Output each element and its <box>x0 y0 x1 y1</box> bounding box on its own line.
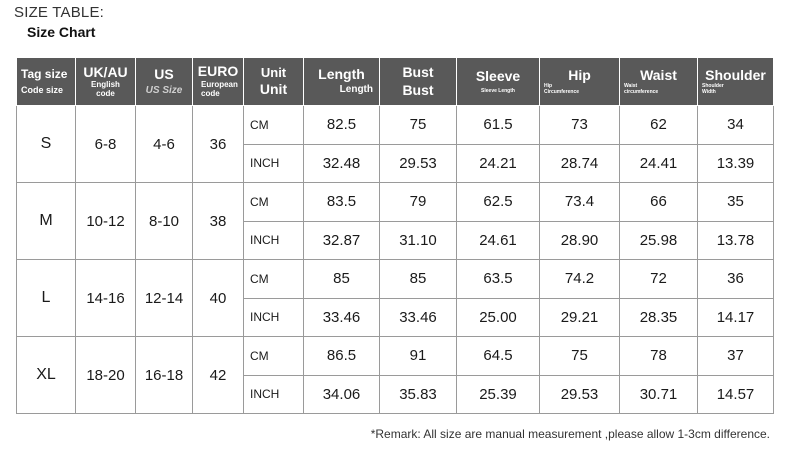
hip-value: 73 <box>540 106 620 145</box>
length-value: 34.06 <box>304 375 380 414</box>
size-table <box>16 57 774 414</box>
shoulder-value: 13.78 <box>698 221 774 260</box>
header-us: US US Size <box>136 58 193 106</box>
header-shoulder: Shoulder Shoulder Width <box>698 58 774 106</box>
bust-value: 75 <box>380 106 457 145</box>
sleeve-value: 25.39 <box>457 375 540 414</box>
shoulder-value: 37 <box>698 337 774 376</box>
unit-cell: CM <box>244 106 304 145</box>
header-waist: Waist Waist circumference <box>620 58 698 106</box>
us-code-cell: 8-10 <box>136 183 193 260</box>
waist-value: 24.41 <box>620 144 698 183</box>
length-value: 33.46 <box>304 298 380 337</box>
header-tag-size: Tag size Code size <box>17 58 76 106</box>
size-cell: M <box>17 183 76 260</box>
header-hip: Hip Hip Circumference <box>540 58 620 106</box>
size-cell: S <box>17 106 76 183</box>
bust-value: 29.53 <box>380 144 457 183</box>
bust-value: 91 <box>380 337 457 376</box>
hip-value: 74.2 <box>540 260 620 299</box>
shoulder-value: 35 <box>698 183 774 222</box>
unit-cell: INCH <box>244 298 304 337</box>
header-bust: Bust Bust <box>380 58 457 106</box>
unit-cell: CM <box>244 337 304 376</box>
length-value: 32.48 <box>304 144 380 183</box>
bust-value: 79 <box>380 183 457 222</box>
sleeve-value: 24.21 <box>457 144 540 183</box>
bust-value: 33.46 <box>380 298 457 337</box>
table-row-l-cm <box>17 260 774 299</box>
uk-code-cell: 18-20 <box>76 337 136 414</box>
sleeve-value: 61.5 <box>457 106 540 145</box>
hip-value: 29.53 <box>540 375 620 414</box>
shoulder-value: 14.57 <box>698 375 774 414</box>
sleeve-value: 64.5 <box>457 337 540 376</box>
shoulder-value: 36 <box>698 260 774 299</box>
header-row <box>17 58 774 106</box>
waist-value: 72 <box>620 260 698 299</box>
unit-cell: INCH <box>244 144 304 183</box>
euro-code-cell: 42 <box>193 337 244 414</box>
shoulder-value: 13.39 <box>698 144 774 183</box>
shoulder-value: 14.17 <box>698 298 774 337</box>
table-row-s-cm <box>17 106 774 145</box>
length-value: 85 <box>304 260 380 299</box>
bust-value: 85 <box>380 260 457 299</box>
header-length: Length Length <box>304 58 380 106</box>
length-value: 82.5 <box>304 106 380 145</box>
waist-value: 78 <box>620 337 698 376</box>
waist-value: 62 <box>620 106 698 145</box>
sleeve-value: 63.5 <box>457 260 540 299</box>
sleeve-value: 25.00 <box>457 298 540 337</box>
shoulder-value: 34 <box>698 106 774 145</box>
header-uk-au: UK/AU English code <box>76 58 136 106</box>
header-euro: EURO European code <box>193 58 244 106</box>
remark-note: *Remark: All size are manual measurement ,please allow 1-3cm difference. <box>370 427 770 441</box>
us-code-cell: 16-18 <box>136 337 193 414</box>
unit-cell: CM <box>244 183 304 222</box>
length-value: 83.5 <box>304 183 380 222</box>
length-value: 32.87 <box>304 221 380 260</box>
bust-value: 31.10 <box>380 221 457 260</box>
size-cell: XL <box>17 337 76 414</box>
page-heading: SIZE TABLE: <box>14 4 105 21</box>
euro-code-cell: 40 <box>193 260 244 337</box>
table-row-m-cm <box>17 183 774 222</box>
unit-cell: INCH <box>244 221 304 260</box>
header-unit: Unit Unit <box>244 58 304 106</box>
us-code-cell: 12-14 <box>136 260 193 337</box>
length-value: 86.5 <box>304 337 380 376</box>
waist-value: 66 <box>620 183 698 222</box>
sleeve-value: 62.5 <box>457 183 540 222</box>
hip-value: 29.21 <box>540 298 620 337</box>
uk-code-cell: 10-12 <box>76 183 136 260</box>
hip-value: 28.90 <box>540 221 620 260</box>
sleeve-value: 24.61 <box>457 221 540 260</box>
unit-cell: CM <box>244 260 304 299</box>
uk-code-cell: 14-16 <box>76 260 136 337</box>
waist-value: 25.98 <box>620 221 698 260</box>
waist-value: 28.35 <box>620 298 698 337</box>
unit-cell: INCH <box>244 375 304 414</box>
chart-title: Size Chart <box>27 24 96 40</box>
bust-value: 35.83 <box>380 375 457 414</box>
euro-code-cell: 38 <box>193 183 244 260</box>
hip-value: 75 <box>540 337 620 376</box>
us-code-cell: 4-6 <box>136 106 193 183</box>
hip-value: 73.4 <box>540 183 620 222</box>
euro-code-cell: 36 <box>193 106 244 183</box>
waist-value: 30.71 <box>620 375 698 414</box>
header-sleeve: Sleeve Sleeve Length <box>457 58 540 106</box>
size-cell: L <box>17 260 76 337</box>
table-row-xl-cm <box>17 337 774 376</box>
uk-code-cell: 6-8 <box>76 106 136 183</box>
hip-value: 28.74 <box>540 144 620 183</box>
